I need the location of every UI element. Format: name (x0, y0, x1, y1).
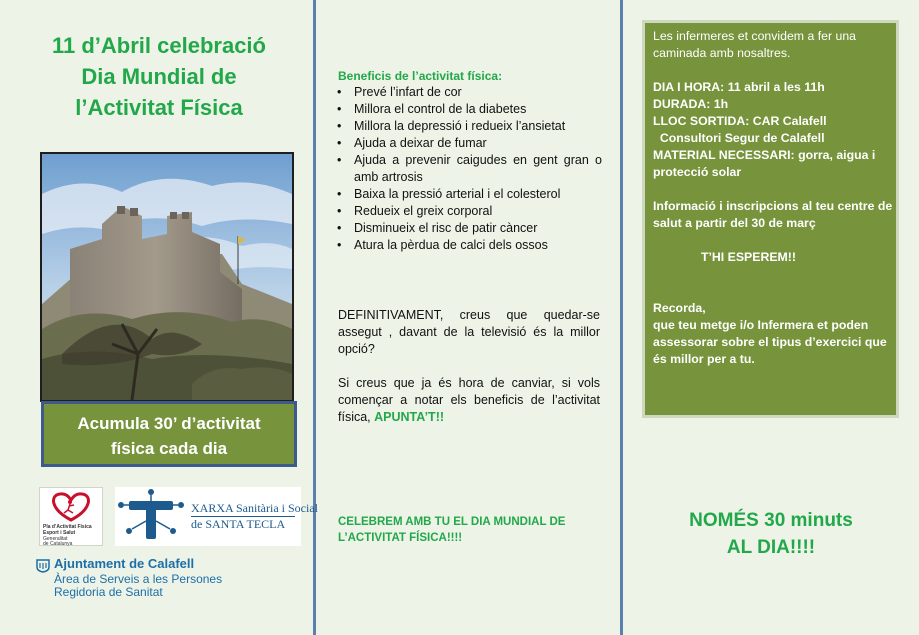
castle-photo (40, 152, 294, 402)
tau-cross-icon (115, 487, 187, 546)
benefit-text: Atura la pèrdua de calci dels ossos (354, 238, 548, 252)
benefits-heading: Beneficis de l’activitat física: (338, 69, 503, 83)
bullet-icon: • (337, 204, 342, 218)
list-item (336, 135, 602, 152)
recorda-line: Recorda, (653, 301, 706, 315)
walk-info-box (642, 20, 899, 418)
benefit-text: Millora el control de la diabetes (354, 102, 527, 116)
si-creus-paragraph (338, 375, 600, 426)
intro-line: caminada amb nosaltres. (653, 46, 791, 60)
detail-line: LLOC SORTIDA: CAR Calafell (653, 114, 827, 128)
recorda-line: que teu metge i/o Infermera et poden (653, 318, 869, 332)
pla-logo-line: Generalitat (43, 536, 68, 542)
detail-line: MATERIAL NECESSARI: gorra, aigua i (653, 148, 876, 162)
ajuntament-name: Ajuntament de Calafell (54, 556, 195, 571)
event-title (14, 30, 304, 123)
pla-activitat-fisica-logo (39, 487, 103, 546)
slogan-line: Acumula 30’ d’activitat (77, 414, 261, 433)
list-item (336, 101, 602, 118)
bullet-icon: • (337, 136, 342, 150)
right-panel (623, 0, 919, 635)
nomes-30-minuts-slogan (623, 507, 919, 561)
detail-line: protecció solar (653, 165, 742, 179)
detail-line: DIA I HORA: 11 abril a les 11h (653, 80, 825, 94)
nomes-line: NOMÉS 30 minuts (689, 510, 853, 531)
esperem-text: T’HI ESPEREM!! (701, 250, 796, 264)
list-item (336, 220, 602, 237)
bullet-icon: • (337, 221, 342, 235)
bullet-icon: • (337, 119, 342, 133)
si-creus-text: Si creus que ja és hora de canviar, si vols començar a notar els beneficis de l’activitat física, (338, 376, 600, 424)
coat-of-arms-icon (36, 559, 50, 573)
middle-panel (316, 0, 620, 635)
list-item (336, 84, 602, 101)
benefit-text: Millora la depressió i redueix l’ansietat (354, 119, 566, 133)
info-line: Informació i inscripcions al teu centre de (653, 199, 893, 213)
benefits-list (336, 84, 602, 254)
ajuntament-regidoria: Regidoria de Sanitat (54, 585, 163, 599)
benefit-text: Disminueix el risc de patir càncer (354, 221, 538, 235)
list-item (336, 203, 602, 220)
ajuntament-area: Àrea de Serveis a les Persones (54, 572, 223, 586)
nomes-line: AL DIA!!!! (726, 537, 816, 558)
definitivament-paragraph: DEFINITIVAMENT, creus que quedar-se assegut , davant de la televisió és la millor opció? (338, 308, 600, 356)
list-item (336, 237, 602, 254)
title-line: 11 d’Abril celebració (52, 33, 266, 58)
pla-logo-line: Esport i Salut (43, 530, 76, 536)
pla-logo-line: de Catalunya (43, 541, 73, 547)
benefit-text: Ajuda a deixar de fumar (354, 136, 487, 150)
title-line: l’Activitat Física (75, 95, 243, 120)
xarxa-logo-line: XARXA Sanitària i Social (191, 501, 318, 515)
detail-line: DURADA: 1h (653, 97, 729, 111)
heart-runner-icon (40, 489, 102, 523)
bullet-icon: • (337, 153, 342, 167)
detail-line: Consultori Segur de Calafell (653, 131, 825, 145)
xarxa-santa-tecla-logo (115, 487, 318, 546)
xarxa-logo-line: de SANTA TECLA (191, 517, 286, 531)
castle-illustration (42, 154, 292, 400)
bullet-icon: • (337, 102, 342, 116)
slogan-box (41, 401, 297, 467)
left-panel (0, 0, 318, 635)
list-item (336, 118, 602, 135)
bullet-icon: • (337, 85, 342, 99)
bullet-icon: • (337, 238, 342, 252)
recorda-line: és millor per a tu. (653, 352, 755, 366)
title-line: Dia Mundial de (81, 64, 237, 89)
list-item (336, 186, 602, 203)
list-item (336, 152, 602, 186)
pla-logo-line: Pla d’Activitat Física (43, 524, 92, 530)
benefit-text: Ajuda a prevenir caigudes en gent gran o amb artrosis (354, 153, 602, 184)
benefit-text: Baixa la pressió arterial i el colesterol (354, 187, 561, 201)
bullet-icon: • (337, 187, 342, 201)
slogan-line: física cada dia (110, 439, 228, 458)
celebrem-text: CELEBREM AMB TU EL DIA MUNDIAL DE L’ACTIVITAT FÍSICA!!!! (338, 516, 566, 544)
benefit-text: Redueix el greix corporal (354, 204, 493, 218)
intro-line: Les infermeres et convidem a fer una (653, 29, 857, 43)
apunta-text: APUNTA’T!! (374, 410, 445, 424)
benefit-text: Prevé l’infart de cor (354, 85, 462, 99)
info-line: salut a partir del 30 de març (653, 216, 816, 230)
recorda-line: assessorar sobre el tipus d’exercici que (653, 335, 887, 349)
